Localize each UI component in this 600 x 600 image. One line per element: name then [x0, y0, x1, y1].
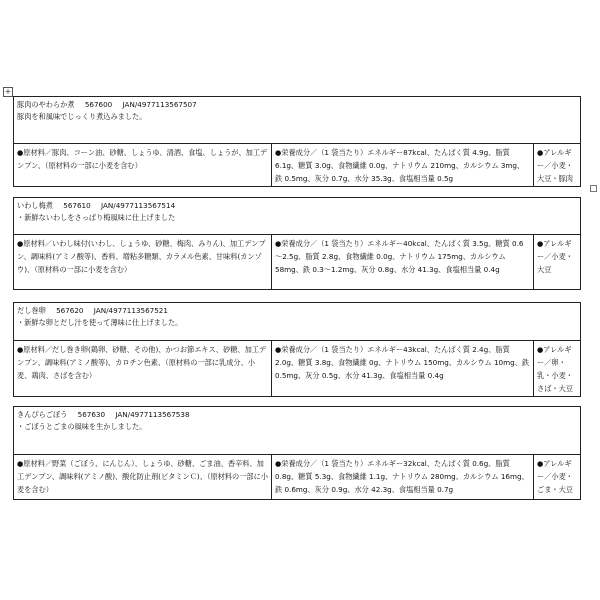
allergens-cell: ●アレルギー／小麦・大豆	[537, 239, 573, 274]
product-description: ・新鮮な卵とだし汁を使って薄味に仕上げました。	[17, 318, 183, 327]
product-table-egg	[13, 302, 581, 397]
product-name: 豚肉のやわらか煮	[17, 100, 75, 109]
allergens-cell: ●アレルギー／小麦・大豆・豚肉	[537, 148, 573, 183]
product-code: 567610	[63, 201, 91, 210]
nutrition-cell: ●栄養成分／（1 袋当たり）エネルギー87kcal、たんぱく質 4.9g、脂質 6.1g、糖質 3.0g、食物繊維 0.0g、ナトリウム 210mg、カルシウム 3mg、鉄 0.5mg、灰分 0.7g、水分 35.3g、食塩相当量 0.5g	[272, 144, 534, 186]
nutrition-cell: ●栄養成分／（1 袋当たり）エネルギー43kcal、たんぱく質 2.4g、脂質 2.0g、糖質 3.8g、食物繊維 0g、ナトリウム 150mg、カルシウム 10mg、鉄 0.5mg、灰分 0.5g、水分 41.3g、食塩相当量 0.4g	[272, 341, 534, 396]
allergens-cell: ●アレルギー／卵・乳・小麦・さば・大豆	[537, 345, 573, 393]
product-jan: JAN/4977113567521	[93, 306, 168, 315]
nutrition-cell: ●栄養成分／（1 袋当たり）エネルギー40kcal、たんぱく質 3.5g、糖質 0.6～2.5g、脂質 2.8g、食物繊維 0.0g、ナトリウム 175mg、カルシウム 58mg、鉄 0.3～1.2mg、灰分 0.8g、水分 41.3g、食塩相当量 0.4g	[272, 235, 534, 289]
product-name: いわし梅煮	[17, 201, 53, 210]
product-jan: JAN/4977113567507	[122, 100, 197, 109]
product-code: 567600	[84, 100, 113, 109]
product-code: 567620	[56, 306, 84, 315]
product-details-row	[14, 144, 580, 186]
ingredients-cell: ●原材料／だし巻き卵(鶏卵、砂糖、その他)、かつお節エキス、砂糖、加工デンプン、調味料(アミノ酸等)、カロチン色素、（原材料の一部に乳成分、小麦、鶏肉、さばを含む）	[14, 341, 272, 396]
product-table-sardine	[13, 197, 581, 290]
product-details-row	[14, 341, 580, 396]
product-header	[14, 198, 580, 235]
product-name-line	[17, 99, 577, 111]
product-code: 567630	[77, 410, 106, 419]
ingredients-cell: ●原材料／いわし味付(いわし、しょうゆ、砂糖、梅肉、みりん)、加工デンプン、調味料(アミノ酸等)、香料、増粘多糖類、カラメル色素、甘味料(カンゾウ)、（原材料の一部に小麦を含む）	[14, 235, 272, 289]
product-header	[14, 303, 580, 341]
product-name: きんぴらごぼう	[17, 410, 68, 419]
table-move-handle-icon[interactable]: +	[4, 87, 12, 96]
product-description: ・ごぼうとごまの風味を生かしました。	[17, 422, 147, 431]
nutrition-cell: ●栄養成分／（1 袋当たり）エネルギー32kcal、たんぱく質 0.6g、脂質 0.8g、糖質 5.3g、食物繊維 1.1g、ナトリウム 280mg、カルシウム 16mg、鉄 0.6mg、灰分 0.9g、水分 42.3g、食塩相当量 0.7g	[272, 455, 534, 499]
product-header	[14, 97, 580, 144]
product-name-line	[17, 305, 577, 317]
product-name-line	[17, 409, 577, 421]
product-details-row	[14, 455, 580, 499]
product-jan: JAN/4977113567514	[100, 201, 176, 210]
product-header	[14, 407, 580, 455]
product-description: 豚肉を和風味でじっくり煮込みました。	[17, 112, 147, 121]
product-name: だし巻卵	[17, 306, 46, 315]
product-table-pork	[13, 96, 581, 187]
table-resize-handle-icon[interactable]	[590, 185, 597, 192]
product-name-line	[17, 200, 577, 212]
ingredients-cell: ●原材料／野菜（ごぼう、にんじん）、しょうゆ、砂糖、ごま油、香辛料、加工デンプン、調味料(アミノ酸)、酸化防止剤(ビタミンＣ)、（原材料の一部に小麦を含む）	[14, 455, 272, 499]
product-jan: JAN/4977113567538	[115, 410, 190, 419]
product-details-row	[14, 235, 580, 289]
product-description: ・新鮮ないわしをさっぱり梅風味に仕上げました	[17, 213, 176, 222]
allergens-cell: ●アレルギー／小麦・ごま・大豆	[537, 459, 573, 494]
product-table-burdock	[13, 406, 581, 500]
ingredients-cell: ●原材料／豚肉、コーン油、砂糖、しょうゆ、清酒、食塩、しょうが、加工デンプン、（原材料の一部に小麦を含む）	[14, 144, 272, 186]
